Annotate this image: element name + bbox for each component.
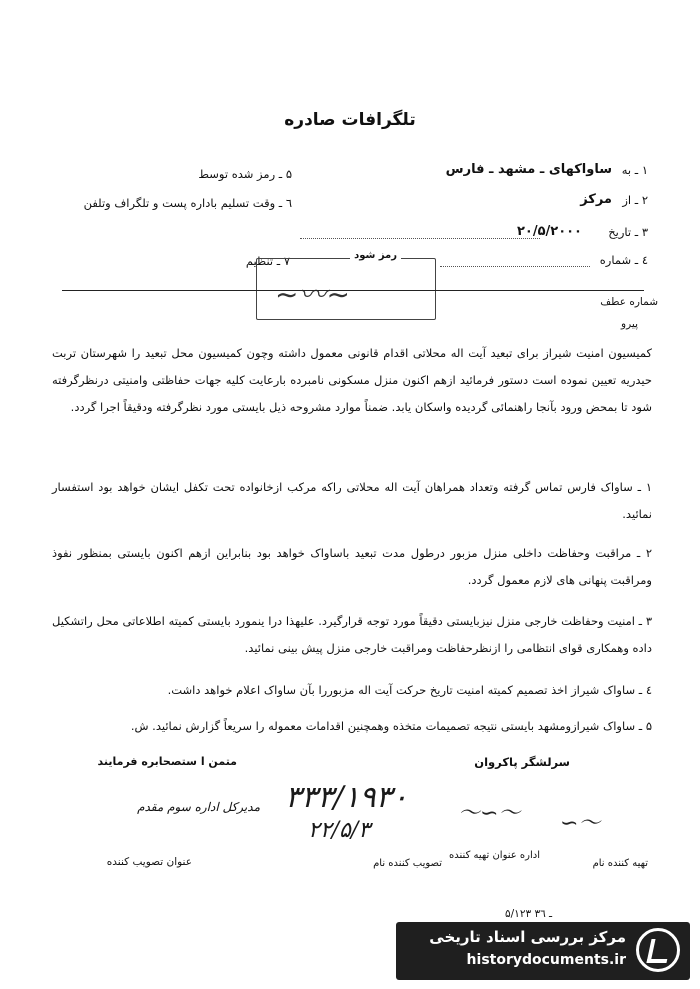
ref-label: شماره عطف [600, 296, 658, 308]
stamp-scribble-icon: ∼〰∼ [275, 278, 350, 311]
body-item-4: ٤ ـ ساواک شیراز اخذ تصمیم کمیته امنیت تاریخ حرکت آیت اله مزبوررا بآن ساواک اعلام خواهد داشت. [167, 683, 652, 697]
document-title: تلگرافات صادره [284, 110, 416, 130]
ref-label-2: پیرو [621, 318, 638, 330]
signature-scribble-icon: 〜∽〜 [458, 801, 521, 826]
cipher-label: ۵ ـ رمز شده توسط [198, 167, 292, 181]
number-label: ٤ ـ شماره [599, 253, 648, 267]
watermark-org: مرکز بررسی اسناد تاریخی [429, 928, 626, 946]
body-intro: کمیسیون امنیت شیراز برای تبعید آیت اله محلاتی اقدام قانونی معمول داشته وچون کمیسیون محل تبعید را شهرستان تربت حیدریه تعیین نموده است دستور فرمائید ازهم اکنون منزل مسکونی نامبرده بارعایت کلیه جهات حفاظتی وامنیتی درنظرگرفته شود تا بمحض ورود بآنجا راهنمائی گردیده واسکان یابد. ضمناً موارد مشروحه ذیل بایستی مورد نظرگرفته ودقیقاً اجرا گردد. [52, 346, 652, 414]
header-divider [62, 290, 644, 291]
footer-approver: تصویب کننده نام [373, 858, 442, 869]
classification-label: ۷ ـ تنظیم [245, 254, 290, 268]
handwritten-number: ۳۳۳/۱۹۳۰ [285, 780, 408, 815]
body-item-2: ۲ ـ مراقبت وحفاظت داخلی منزل مزبور درطول مدت تبعید باساواک خواهد بود بنابراین ازهم اکنون بایستی بمنظور نفوذ ومراقبت پنهانی های لازم معمول گردد. [52, 546, 652, 587]
delivery-label: ٦ ـ وقت تسلیم باداره پست و تلگراف وتلفن [83, 196, 292, 210]
stamp-label: رمز شود [350, 250, 401, 261]
from-label: ۲ ـ از [622, 193, 648, 207]
body-item-3: ۳ ـ امنیت وحفاظت خارجی منزل نیزبایستی دقیقاً مورد توجه قرارگیرد. علیهذا درا ینمورد بایستی کمیته اطلاعاتی محل راتشکیل داده وهمکاری قوای انتظامی را ازنظرحفاظت ومراقبت خارجی منزل پیش بینی نمائید. [52, 614, 652, 655]
sender-title: سرلشگر پاکروان [474, 755, 570, 769]
date-leader-line [300, 238, 540, 239]
date-label: ۳ ـ تاریخ [608, 225, 648, 239]
from-value: مرکز [580, 192, 612, 207]
footer-approver-title: عنوان تصویب کننده [106, 856, 192, 868]
footer-dept: اداره عنوان تهیه کننده [449, 850, 540, 861]
body-item-1: ۱ ـ ساواک فارس تماس گرفته وتعداد همراهان آیت اله محلاتی راکه مرکب ازخانواده تحت تکفل ایشان خواهد بود استفسار نمائید. [52, 480, 652, 521]
handwritten-name: مدیرکل اداره سوم مقدم [137, 800, 260, 814]
signature-scribble-2-icon: ∽〜 [560, 811, 601, 836]
to-label: ۱ ـ به [621, 163, 648, 177]
footer-preparer: تهیه کننده نام [592, 858, 648, 869]
number-leader-line [440, 266, 590, 267]
body-item-5: ۵ ـ ساواک شیرازومشهد بایستی نتیجه تصمیمات متخذه وهمچنین اقدامات معموله را سریعاً گزارش نمائید. ش. [130, 719, 652, 733]
handwritten-date: ۲۲/۵/۳ [308, 818, 371, 843]
approval-note: متمن ا ستصحابره فرمایند [97, 755, 237, 768]
footer-code: ۵/۱۲۳ ـ ۳٦ [505, 908, 553, 920]
watermark-site: historydocuments.ir [466, 952, 626, 968]
date-value: ۲۰/۵/۲۰۰۰ [516, 224, 582, 239]
to-value: ساواکهای ـ مشهد ـ فارس [445, 162, 612, 177]
archive-logo-icon [636, 928, 680, 972]
cipher-stamp [256, 250, 436, 320]
